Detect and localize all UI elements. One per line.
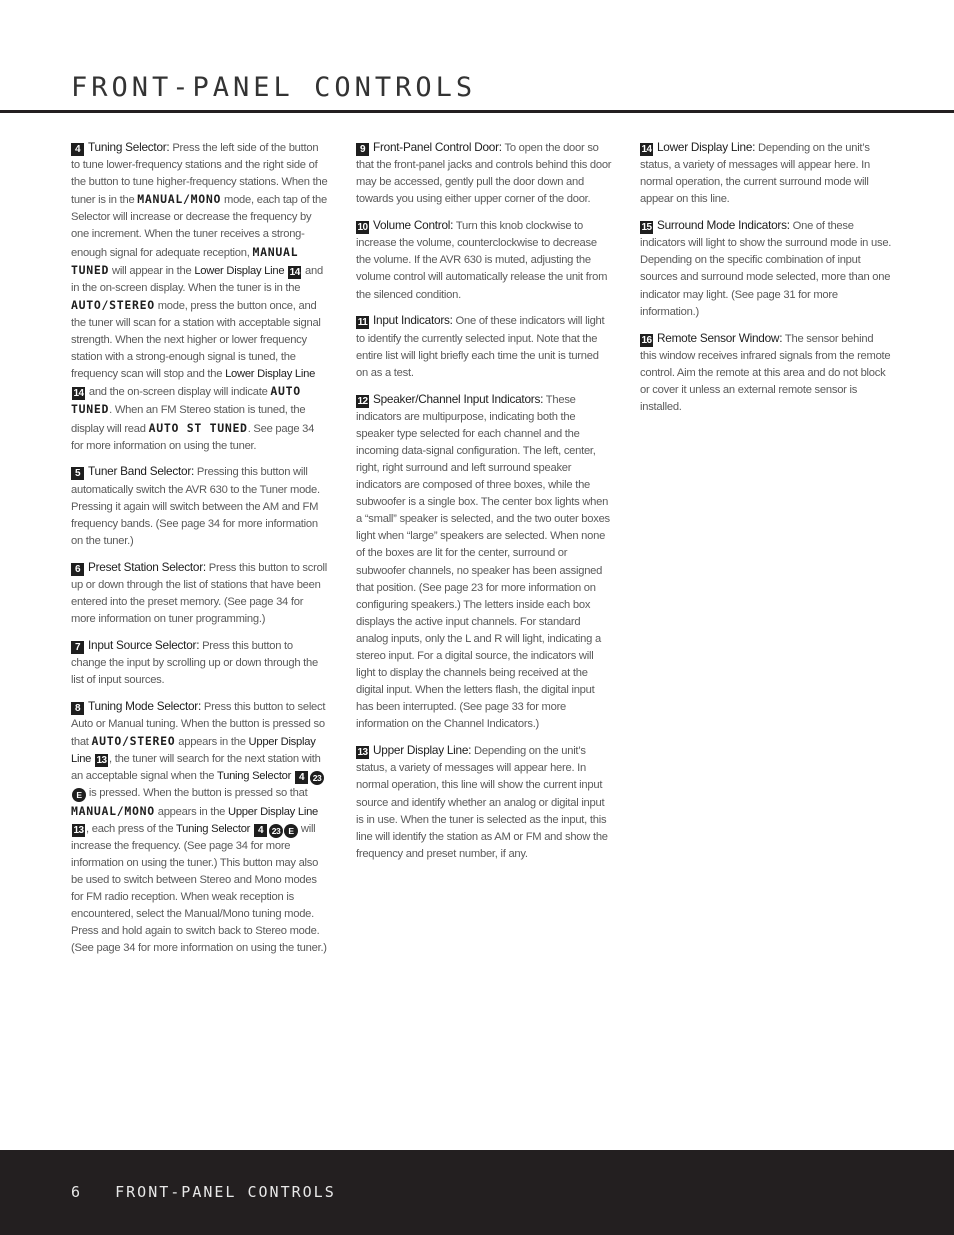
display-text: MANUAL/MONO [71,803,155,818]
callout-e: E [72,788,86,802]
callout-5: 5 [71,467,84,480]
column-1 [71,139,328,966]
display-text: MANUAL/MONO [137,192,222,207]
callout-13: 13 [73,824,84,836]
display-text: AUTO/STEREO [91,734,176,749]
display-text: AUTO/STEREO [71,297,155,312]
item-label: Preset Station Selector: [88,559,206,574]
item-label: Tuning Mode Selector: [88,699,202,713]
item-label: Tuner Band Selector: [88,464,195,479]
item-label: Input Source Selector: [88,637,200,652]
item-label: Front-Panel Control Door: [373,140,502,154]
item-label: Lower Display Line: [657,140,756,154]
callout-14: 14 [289,266,300,278]
cross-reference: Upper Display Line [71,736,316,766]
item-volume-control: 10 Volume Control: Turn this knob clockwise to increase the volume, counterclockwise to decrease the volume. If the AVR 630 is muted, adjusting the volume control will automatically release the unit from the silenced condition. [356,218,608,301]
cross-reference: Lower Display Line [225,368,316,381]
callout-13: 13 [357,747,368,759]
cross-reference: Tuning Selector [175,822,251,835]
title-rule [0,110,954,113]
callout-9: 9 [356,143,369,156]
footer [71,1183,336,1201]
callout-15: 15 [641,222,652,234]
callout-12: 12 [357,395,368,407]
column-2 [356,139,612,872]
callout-e: E [284,824,298,838]
item-label: Volume Control: [373,218,454,233]
display-text: MANUAL TUNED [71,244,299,277]
item-tuning-selector: 4 Tuning Selector: Press the left side of the button to tune lower-frequency stations and the right side of the button to tune higher-frequency stations. When the tuner is in the MANUAL/MONO mode, each tap of the Selector will increase or decrease the frequency by one increment. When the tuner receives a strong-enough signal for adequate reception, MANUAL TUNED will appear in the Lower Display Line 14 and in the on-screen display. When the tuner is in the AUTO/STEREO mode, press the button once, and the tuner will scan for a station with acceptable signal strength. When the next higher or lower frequency station with a strong-enough signal is tuned, the frequency scan will stop and the Lower Display Line 14 and the on-screen display will indicate AUTO TUNED. When an FM Stereo station is tuned, the display will read AUTO ST TUNED. See page 34 for more information on using the tuner. [71,140,328,452]
callout-23: 23 [310,771,324,785]
item-input-source-selector: 7 Input Source Selector: Press this button to change the input by scrolling up or down through the list of input sources. [71,637,318,687]
callout-14: 14 [73,388,84,400]
page-title: FRONT-PANEL CONTROLS [71,72,477,104]
item-lower-display-line: 14 Lower Display Line: Depending on the unit’s status, a variety of messages will appear here. In normal operation, the current surround mode will appear on this line. [640,140,871,206]
item-label: Tuning Selector: [88,140,170,154]
item-preset-station-selector: 6 Preset Station Selector: Press this button to scroll up or down through the list of stations that have been entered into the preset memory. (See page 34 for more information on tuner programming.) [71,559,328,626]
cross-reference: Lower Display Line [194,264,285,277]
callout-16: 16 [641,334,652,346]
cross-reference: Tuning Selector [216,770,292,783]
cross-reference: Upper Display Line [228,805,319,818]
display-text: AUTO TUNED [71,384,301,417]
item-surround-mode-indicators: 15 Surround Mode Indicators: One of these indicators will light to show the surround mode in use. Depending on the specific combination of input sources and surround mode selected, more than one indicator may light. (See page 31 for more information.) [640,218,892,318]
callout-7: 7 [71,641,84,654]
item-label: Input Indicators: [373,313,453,328]
callout-8: 8 [71,702,84,715]
footer-title: FRONT-PANEL CONTROLS [115,1183,336,1201]
item-input-indicators: 11 Input Indicators: One of these indicators will light to identify the currently selected input. Note that the entire list will light briefly each time the unit is turned on as a test. [356,313,605,379]
item-label: Remote Sensor Window: [657,330,783,345]
item-speaker-channel-indicators: 12 Speaker/Channel Input Indicators: These indicators are multipurpose, indicating both the speaker type selected for each channel and the incoming data-signal configuration. The left, center, right, right surround and left surround speaker indicators are composed of three boxes, while the subwoofer is a single box. The center box lights when a “small” speaker is selected, and the two outer boxes light when “large” speakers are selected. When none of the boxes are lit for the center, surround or subwoofer channels, no speaker has been assigned that position. (See page 23 for more information on configuring speakers.) The letters inside each box displays the active input channels. For standard analog inputs, only the L and R will light, indicating a stereo input. For a digital source, the indicators will light to display the channels being received at the digital input. When the letters flash, the digital input has been interrupted. (See page 33 for more information on the Channel Indicators.) [356,391,610,731]
item-tuner-band-selector: 5 Tuner Band Selector: Pressing this button will automatically switch the AVR 630 to the Tuner mode. Pressing it again will switch between the AM and FM frequency bands. (See page 34 for more information on the tuner.) [71,464,320,547]
item-remote-sensor-window: 16 Remote Sensor Window: The sensor behind this window receives infrared signals from the remote control. Aim the remote at this area and do not block or cover it unless an external remote sensor is installed. [640,330,891,413]
callout-4: 4 [254,824,267,837]
callout-23: 23 [269,824,283,838]
callout-4: 4 [71,143,84,156]
callout-13: 13 [96,755,107,767]
callout-11: 11 [357,317,368,329]
callout-6: 6 [71,563,84,576]
item-label: Speaker/Channel Input Indicators: [373,391,544,406]
item-upper-display-line: 13 Upper Display Line: Depending on the unit’s status, a variety of messages will appear here. In normal operation, this line will show the current input source and identify whether an analog or digital input is in use. When the tuner is selected as the input, this line will identify the station as AM or FM and show the frequency and preset number, if any. [356,743,608,860]
item-label: Upper Display Line: [373,743,472,758]
item-front-panel-control-door: 9 Front-Panel Control Door: To open the door so that the front-panel jacks and controls behind this door may be accessed, gently pull the door down and towards you using either upper corner of the door. [356,140,612,206]
item-label: Surround Mode Indicators: [657,218,790,233]
callout-4: 4 [295,771,308,784]
display-text: AUTO ST TUNED [148,420,248,435]
callout-10: 10 [357,222,368,234]
page-number: 6 [71,1183,83,1201]
callout-14: 14 [641,144,652,155]
column-3 [640,139,892,425]
item-tuning-mode-selector: 8 Tuning Mode Selector: Press this button to select Auto or Manual tuning. When the button is pressed so that AUTO/STEREO appears in the Upper Display Line 13 , the tuner will search for the next station with an acceptable signal when the Tuning Selector 4 23E is pressed. When the button is pressed so that MANUAL/MONO appears in the Upper Display Line 13 , each press of the Tuning Selector 4 23 E will increase the frequency. (See page 34 for more information on using the tuner.) This button may also be used to switch between Stereo and Mono modes for FM radio reception. When weak reception is encountered, select the Manual/Mono tuning mode. Press and hold again to switch back to Stereo mode. (See page 34 for more information on using the tuner.) [71,699,327,955]
